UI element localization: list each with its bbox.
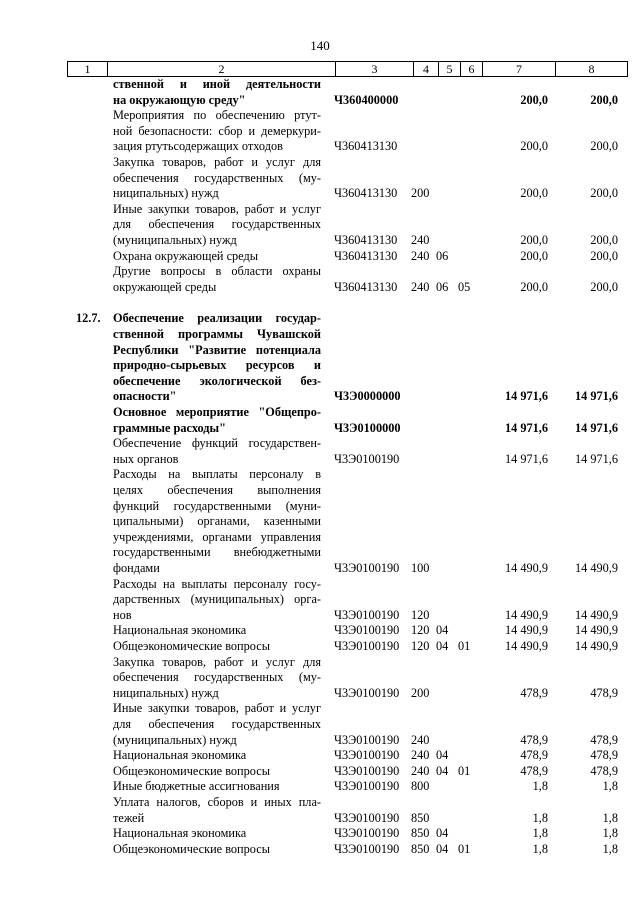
row-value-col8: 478,9 <box>590 685 618 700</box>
row-name <box>113 405 321 436</box>
row-name-line: Обеспечение реализации государ- <box>113 311 321 326</box>
row-subsection: 01 <box>458 639 471 653</box>
table-row <box>0 826 640 842</box>
table-row <box>0 639 640 655</box>
row-value-col7: 14 490,9 <box>504 623 548 638</box>
row-value-col7: 200,0 <box>520 232 548 247</box>
row-name <box>113 577 321 624</box>
row-name <box>113 701 321 748</box>
row-value-col8: 1,8 <box>602 810 618 825</box>
table-row <box>0 108 640 155</box>
row-name-line: зация ртутьсодержащих отходов <box>113 139 283 154</box>
row-name <box>113 623 321 639</box>
row-expense-type: 850 <box>411 810 430 825</box>
row-value-col8: 200,0 <box>590 279 618 294</box>
row-name-line: ципальными) органами, казенными <box>113 514 321 529</box>
row-name-line: Иные бюджетные ассигнования <box>113 779 280 794</box>
row-value-col8: 200,0 <box>590 92 618 107</box>
row-code: Ч3Э0100190 <box>334 810 400 825</box>
row-name-line: Национальная экономика <box>113 623 247 638</box>
row-name-line: для обеспечения государственных <box>113 217 321 232</box>
row-name-line: фондами <box>113 560 160 575</box>
column-header: 5 <box>439 62 461 77</box>
row-value-col7: 1,8 <box>532 810 548 825</box>
row-code: Ч3Э0100190 <box>334 841 400 856</box>
row-name <box>113 202 321 249</box>
row-name-line: Иные закупки товаров, работ и услуг <box>113 201 321 216</box>
row-value-col8: 200,0 <box>590 186 618 201</box>
row-subsection: 05 <box>458 279 471 294</box>
row-value-col8: 478,9 <box>590 748 618 763</box>
row-value-col7: 478,9 <box>520 763 548 778</box>
row-code: Ч3Э0100190 <box>334 763 400 778</box>
row-section: 04 <box>436 763 449 778</box>
row-name-line: Уплата налогов, сборов и иных пла- <box>113 795 321 809</box>
row-name-line: на окружающую среду" <box>113 92 246 107</box>
row-code: Ч360413130 <box>334 232 398 247</box>
table-row <box>0 264 640 295</box>
row-value-col8: 14 490,9 <box>574 607 618 622</box>
row-value-col7: 478,9 <box>520 732 548 747</box>
row-name-line: Расходы на выплаты персоналу в <box>113 467 321 482</box>
row-name-line: Национальная экономика <box>113 826 247 841</box>
row-name-line: (муниципальных) нужд <box>113 732 237 747</box>
row-subsection: 01 <box>458 841 471 856</box>
row-section: 04 <box>436 639 449 653</box>
row-name <box>113 826 321 842</box>
row-expense-type: 200 <box>411 685 430 700</box>
row-code: Ч3Э0100190 <box>334 748 400 763</box>
row-name-line: ственной программы Чувашской <box>113 326 321 341</box>
column-header: 1 <box>68 62 108 77</box>
row-name-line: ниципальных) нужд <box>113 685 219 700</box>
row-name-line: нов <box>113 607 132 622</box>
row-name-line: дарственных (муниципальных) орга- <box>113 592 321 607</box>
column-header: 8 <box>556 62 628 77</box>
row-name-line: ных органов <box>113 451 179 466</box>
row-code: Ч3Э0100190 <box>334 826 400 841</box>
row-name-line: (муниципальных) нужд <box>113 232 237 247</box>
column-header: 3 <box>336 62 414 77</box>
row-name-line: Мероприятия по обеспечению ртут- <box>113 108 321 123</box>
row-value-col8: 1,8 <box>602 779 618 794</box>
row-section: 04 <box>436 826 449 841</box>
row-expense-type: 200 <box>411 186 430 201</box>
table-row <box>0 405 640 436</box>
row-expense-type: 850 <box>411 826 430 841</box>
row-code: Ч3Э0100190 <box>334 639 400 653</box>
row-name-line: функций государственными (муни- <box>113 498 321 513</box>
row-name-line: Расходы на выплаты персоналу госу- <box>113 576 321 591</box>
row-code: Ч3Э0100190 <box>334 779 400 794</box>
row-name <box>113 842 321 858</box>
row-expense-type: 240 <box>411 748 430 763</box>
row-value-col8: 14 971,6 <box>574 389 618 404</box>
row-expense-type: 850 <box>411 841 430 856</box>
column-header: 7 <box>483 62 556 77</box>
row-expense-type: 240 <box>411 232 430 247</box>
row-name <box>113 655 321 702</box>
table-row <box>0 311 640 405</box>
row-name-line: для обеспечения государственных <box>113 716 321 731</box>
row-value-col7: 14 971,6 <box>504 420 548 435</box>
table-row <box>0 795 640 826</box>
column-header-row <box>67 61 628 77</box>
row-name <box>113 436 321 467</box>
row-code: Ч3Э0100190 <box>334 451 400 466</box>
row-expense-type: 120 <box>411 607 430 622</box>
row-name <box>113 77 321 108</box>
table-row <box>0 577 640 624</box>
row-value-col7: 1,8 <box>532 826 548 841</box>
table-row <box>0 249 640 265</box>
row-value-col7: 1,8 <box>532 841 548 856</box>
row-name <box>113 249 321 265</box>
row-expense-type: 240 <box>411 279 430 294</box>
column-header: 6 <box>461 62 483 77</box>
column-header: 4 <box>414 62 439 77</box>
row-code: Ч3Э0000000 <box>334 389 401 404</box>
row-name-line: Общеэкономические вопросы <box>113 639 270 653</box>
row-value-col7: 478,9 <box>520 748 548 763</box>
row-subsection: 01 <box>458 763 471 778</box>
row-name-line: Закупка товаров, работ и услуг для <box>113 155 321 169</box>
row-value-col8: 1,8 <box>602 841 618 856</box>
row-value-col7: 14 490,9 <box>504 639 548 653</box>
row-expense-type: 100 <box>411 560 430 575</box>
table-row <box>0 202 640 249</box>
row-name <box>113 155 321 202</box>
row-value-col7: 14 971,6 <box>504 389 548 404</box>
row-name <box>113 467 321 576</box>
row-value-col7: 14 490,9 <box>504 560 548 575</box>
row-name-line: обеспечения государственных (му- <box>113 170 321 185</box>
row-value-col8: 14 490,9 <box>574 623 618 638</box>
row-value-col7: 14 490,9 <box>504 607 548 622</box>
row-section: 06 <box>436 279 449 294</box>
row-name-line: обеспечение экологической без- <box>113 373 321 388</box>
row-name-line: Республики "Развитие потенциала <box>113 342 321 357</box>
row-expense-type: 240 <box>411 248 430 263</box>
page-number: 140 <box>310 38 330 53</box>
row-name <box>113 264 321 295</box>
row-name-line: ной безопасности: сбор и демеркури- <box>113 123 321 138</box>
row-expense-type: 240 <box>411 763 430 778</box>
row-name-line: Закупка товаров, работ и услуг для <box>113 654 321 669</box>
row-code: Ч360413130 <box>334 248 398 263</box>
row-name-line: Общеэкономические вопросы <box>113 841 270 856</box>
table-row <box>0 779 640 795</box>
row-name <box>113 748 321 764</box>
row-value-col8: 478,9 <box>590 732 618 747</box>
row-section: 04 <box>436 748 449 763</box>
row-value-col8: 200,0 <box>590 248 618 263</box>
row-code: Ч3Э0100190 <box>334 732 400 747</box>
table-row <box>0 623 640 639</box>
table-row <box>0 748 640 764</box>
row-code: Ч360413130 <box>334 279 398 294</box>
row-section: 04 <box>436 841 449 856</box>
row-expense-type: 240 <box>411 732 430 747</box>
row-name <box>113 108 321 155</box>
row-name <box>113 779 321 795</box>
table-row <box>0 436 640 467</box>
row-value-col8: 14 971,6 <box>574 451 618 466</box>
row-code: Ч3Э0100190 <box>334 623 400 638</box>
row-name-line: ственной и иной деятельности <box>113 77 321 91</box>
row-name-line: Охрана окружающей среды <box>113 248 258 263</box>
row-name-line: учреждениями, органами управления <box>113 529 321 544</box>
row-name-line: опасности" <box>113 389 177 404</box>
row-value-col8: 14 490,9 <box>574 560 618 575</box>
row-value-col7: 200,0 <box>520 186 548 201</box>
table-row <box>0 764 640 780</box>
row-name-line: Обеспечение функций государствен- <box>113 436 321 451</box>
row-value-col7: 478,9 <box>520 685 548 700</box>
row-code: Ч360413130 <box>334 186 398 201</box>
row-value-col7: 200,0 <box>520 279 548 294</box>
column-header: 2 <box>108 62 336 77</box>
row-section: 06 <box>436 248 449 263</box>
row-name-line: Другие вопросы в области охраны <box>113 264 321 279</box>
row-code: Ч360400000 <box>334 92 399 107</box>
row-name-line: Национальная экономика <box>113 748 247 763</box>
row-name <box>113 639 321 655</box>
row-name <box>113 795 321 826</box>
row-value-col7: 200,0 <box>520 248 548 263</box>
row-number: 12.7. <box>76 311 101 326</box>
row-expense-type: 120 <box>411 639 430 653</box>
row-code: Ч3Э0100190 <box>334 685 400 700</box>
table-row <box>0 701 640 748</box>
row-expense-type: 120 <box>411 623 430 638</box>
row-name-line: Основное мероприятие "Общепро- <box>113 405 321 419</box>
row-name-line: граммные расходы" <box>113 420 226 435</box>
row-value-col8: 200,0 <box>590 232 618 247</box>
row-name-line: целях обеспечения выполнения <box>113 482 321 497</box>
table-row <box>0 842 640 858</box>
row-code: Ч3Э0100190 <box>334 607 400 622</box>
row-value-col7: 1,8 <box>532 779 548 794</box>
row-name-line: обеспечения государственных (му- <box>113 670 321 685</box>
row-name-line: Общеэкономические вопросы <box>113 763 270 778</box>
row-name-line: Иные закупки товаров, работ и услуг <box>113 701 321 716</box>
row-value-col7: 200,0 <box>520 92 548 107</box>
row-code: Ч3Э0100000 <box>334 420 401 435</box>
table-row <box>0 77 640 108</box>
row-name-line: государственными внебюджетными <box>113 545 321 560</box>
row-value-col8: 14 490,9 <box>574 639 618 653</box>
table-row <box>0 655 640 702</box>
row-section: 04 <box>436 623 449 638</box>
row-name-line: природно-сырьевых ресурсов и <box>113 358 321 373</box>
row-code: Ч3Э0100190 <box>334 560 400 575</box>
row-name-line: окружающей среды <box>113 279 217 294</box>
row-expense-type: 800 <box>411 779 430 794</box>
row-value-col8: 478,9 <box>590 763 618 778</box>
row-name <box>113 311 321 405</box>
row-code: Ч360413130 <box>334 139 398 154</box>
row-name-line: тежей <box>113 810 145 825</box>
table-row <box>0 155 640 202</box>
table-row <box>0 467 640 576</box>
row-value-col8: 14 971,6 <box>574 420 618 435</box>
row-value-col8: 200,0 <box>590 139 618 154</box>
row-name-line: ниципальных) нужд <box>113 186 219 201</box>
row-value-col7: 14 971,6 <box>504 451 548 466</box>
row-name <box>113 764 321 780</box>
row-value-col8: 1,8 <box>602 826 618 841</box>
row-value-col7: 200,0 <box>520 139 548 154</box>
